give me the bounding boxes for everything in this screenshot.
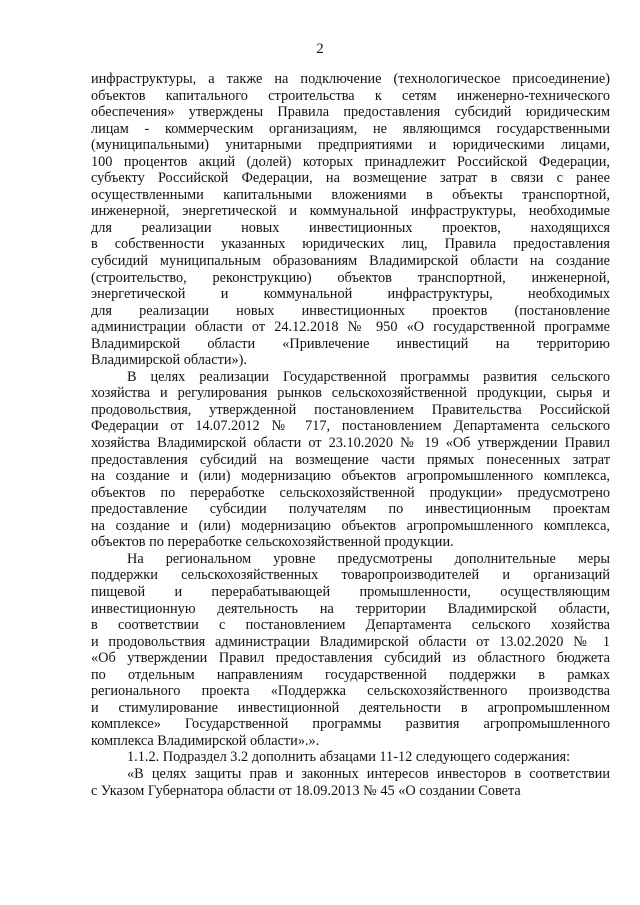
text-line: комплекса Владимирской области».». [91,732,320,749]
text-line: объектов по переработке сельскохозяйственной продукции» предусмотрено [91,484,610,501]
text-line: инвестиционную деятельность на территории Владимирской области, [91,600,610,617]
text-line: предоставление субсидии получателям по инвестиционным проектам [91,501,610,518]
text-line: «Об утверждении Правил предоставления субсидий из областного бюджета [91,650,610,667]
text-line: объектов по переработке сельскохозяйственной продукции. [91,534,454,551]
text-line: субсидий муниципальным образованиям Владимирской области на создание [91,253,610,270]
text-line: субъекту Российской Федерации, на возмещение затрат в связи с ранее [91,170,610,187]
text-line: хозяйства Владимирской области от 23.10.2020 № 19 «Об утверждении Правил [91,435,610,452]
text-line: комплексе» Государственной программы развития агропромышленного [91,716,610,733]
text-line: по отдельным направлениям государственной поддержки в рамках [91,666,610,683]
text-line: администрации области от 24.12.2018 № 950 «О государственной программе [91,319,610,336]
text-line: предоставления субсидий на возмещение части прямых понесенных затрат [91,451,610,468]
text-line: и стимулирование инвестиционной деятельности в агропромышленном [91,699,610,716]
text-line: пищевой и перерабатывающей промышленности, осуществляющим [91,583,610,600]
text-line: лицам - коммерческим организациям, не являющимся государственными [91,120,610,137]
text-line: (строительство, реконструкцию) объектов транспортной, инженерной, [91,269,610,286]
text-line: с Указом Губернатора области от 18.09.2013 № 45 «О создании Совета [91,782,521,799]
text-line: инфраструктуры, а также на подключение (технологическое присоединение) [91,71,610,87]
text-line: и продовольствия администрации Владимирской области от 13.02.2020 № 1 [91,633,610,650]
paragraph-5 [91,766,610,799]
text-line: регионального проекта «Поддержка сельскохозяйственного производства [91,683,610,700]
text-line: на создание и (или) модернизацию объектов агропромышленного комплекса, [91,517,610,534]
page-number: 2 [316,41,324,57]
text-line: Владимирской области «Привлечение инвестиций на территорию [91,335,610,352]
text-line: 1.1.2. Подраздел 3.2 дополнить абзацами 11-12 следующего содержания: [127,749,571,766]
text-line: осуществленными капитальными вложениями в объекты транспортной, [91,186,610,203]
text-line: на создание и (или) модернизацию объектов агропромышленного комплекса, [91,468,610,485]
text-line: объектов капитального строительства к сетям инженерно-технического [91,87,610,104]
text-line: хозяйства и регулирования рынков сельскохозяйственной продукции, сырья и [91,385,610,402]
document-body [91,71,610,799]
text-line: продовольствия, утвержденной постановлением Правительства Российской [91,401,610,418]
text-line: «В целях защиты прав и законных интересов инвесторов в соответствии [127,765,610,782]
text-line: в собственности указанных юридических лиц, Правила предоставления [91,236,610,253]
text-line: В целях реализации Государственной программы развития сельского [127,368,610,385]
text-line: для реализации новых инвестиционных проектов (постановление [91,302,610,319]
text-line: Федерации от 14.07.2012 № 717, постановлением Департамента сельского [91,418,610,435]
paragraph-2 [91,369,610,551]
text-line: 100 процентов акций (долей) которых принадлежит Российской Федерации, [91,153,610,170]
text-line: На региональном уровне предусмотрены дополнительные меры [127,550,610,567]
text-line: поддержки сельскохозяйственных товаропроизводителей и организаций [91,567,610,584]
text-line: инженерной, энергетической и коммунальной инфраструктуры, необходимые [91,203,610,220]
text-line: (муниципальными) унитарными предприятиями и юридическими лицами, [91,137,610,154]
text-line: для реализации новых инвестиционных проектов, находящихся [91,219,610,236]
text-line: в соответствии с постановлением Департамента сельского хозяйства [91,617,610,634]
text-line: энергетической и коммунальной инфраструктуры, необходимых [91,286,610,303]
text-line: Владимирской области»). [91,352,248,369]
text-line: обеспечения» утверждены Правила предоставления субсидий юридическим [91,104,610,121]
paragraph-4 [91,749,610,766]
paragraph-3 [91,551,610,750]
paragraph-1 [91,71,610,369]
